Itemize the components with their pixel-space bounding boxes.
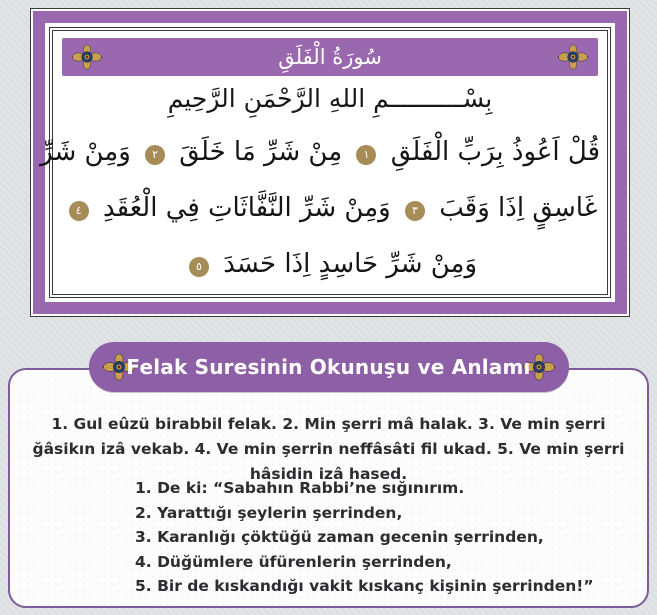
verse-text: وَمِنْ شَرِّ حَاسِدٍ اِذَا حَسَدَ	[223, 249, 478, 279]
section-title: Felak Suresinin Okunuşu ve Anlamı	[126, 355, 531, 379]
translation-item: 4. Düğümlere üfürenlerin şerrinden,	[135, 552, 452, 571]
verse-line	[60, 180, 600, 236]
quran-frame	[30, 8, 630, 317]
verse-line	[60, 236, 600, 292]
translation-item: 1. De ki: “Sabahın Rabbi’ne sığınırım.	[135, 479, 465, 497]
translation-item: 5. Bir de kıskandığı vakit kıskanç kişinin şerrinden!”	[135, 577, 594, 596]
verse-number-badge: ١	[356, 145, 376, 165]
verse-text: غَاسِقٍ اِذَا وَقَبَ	[439, 193, 598, 223]
section-header-pill	[89, 342, 569, 392]
translation-item: 3. Karanlığı çöktüğü zaman gecenin şerrinden,	[135, 528, 544, 547]
verse-number-badge: ٣	[405, 201, 425, 221]
bismillah-calligraphy: بِسْــــــــــمِ اللهِ الرَّحْمَنِ الرَّحِيمِ	[167, 84, 493, 113]
sura-title-bar	[62, 38, 598, 76]
translation-list	[135, 476, 637, 599]
transliteration-paragraph: 1. Gul eûzü birabbil felak. 2. Min şerri mâ halak. 3. Ve min şerri ğâsikın izâ vekab. 4. Ve min şerrin neffâsâti fil ukad. 5. Ve min şerri hâsidin izâ hased.	[32, 415, 625, 483]
frame-purple-band	[33, 11, 627, 314]
translation-item: 2. Yarattığı şeylerin şerrinden,	[135, 503, 403, 522]
verse-text: وَمِنْ شَرِّ النَّفَّاثَاتِ فِي الْعُقَدِ	[102, 193, 391, 223]
frame-content	[40, 27, 611, 298]
arabic-verses	[40, 124, 600, 292]
verse-line	[40, 124, 600, 180]
verse-text: قُلْ اَعُوذُ بِرَبِّ الْفَلَقِ	[390, 137, 600, 167]
verse-text: وَمِنْ شَرِّ	[40, 137, 131, 167]
sura-title: سُورَةُ الْفَلَقِ	[278, 45, 382, 69]
frame-inner-gap	[40, 23, 615, 302]
verse-number-badge: ٢	[145, 145, 165, 165]
verse-number-badge: ٤	[69, 201, 89, 221]
verse-number-badge: ٥	[189, 257, 209, 277]
verse-text: مِنْ شَرِّ مَا خَلَقَ	[179, 137, 343, 167]
